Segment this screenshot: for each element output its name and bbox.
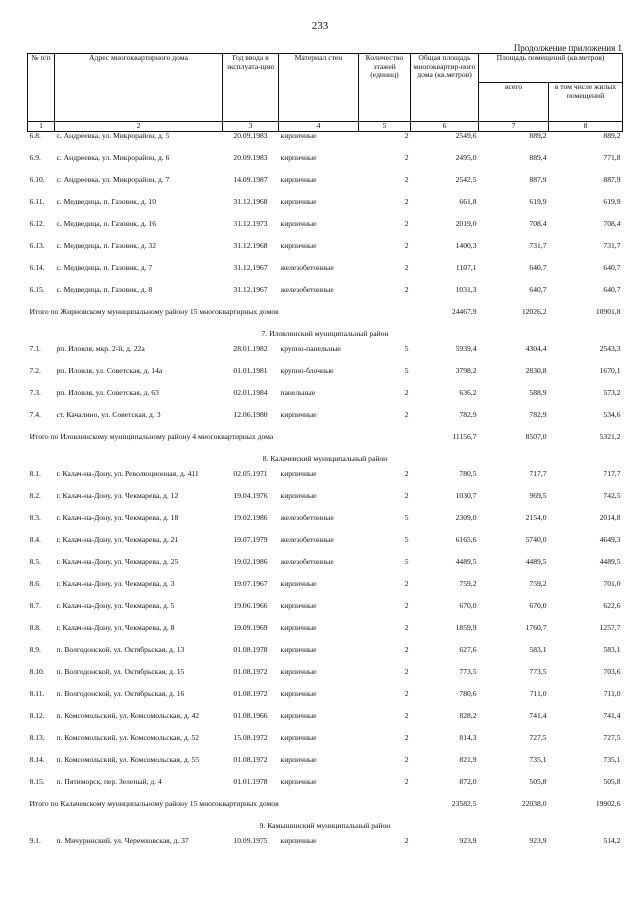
wall-material: крупно-блочные — [280, 366, 334, 375]
wall-material: кирпичные — [280, 131, 317, 140]
residential-area: 583,1 — [603, 645, 621, 654]
premises-area-all: 717,7 — [529, 469, 547, 478]
row-number: 6.9. — [29, 153, 41, 162]
table-row — [28, 154, 623, 176]
total-area: 814,3 — [459, 733, 477, 742]
year-built: 19.09.1969 — [233, 623, 268, 632]
address: с. Андреевка, ул. Микрорайон, д. 7 — [56, 175, 170, 184]
address: п. Комсомольский, ул. Комсомольская, д. 55 — [56, 755, 200, 764]
col-number: 8 — [549, 122, 623, 132]
row-number: 8.14. — [29, 755, 45, 764]
total-area: 1107,1 — [455, 263, 477, 272]
table-row — [28, 646, 623, 668]
premises-area-all: 2154,0 — [525, 513, 547, 522]
total-area: 6165,6 — [455, 535, 477, 544]
floors: 2 — [404, 388, 409, 397]
residential-area: 771,8 — [603, 153, 621, 162]
total-area: 23582,5 — [451, 799, 477, 808]
total-area: 3798,2 — [455, 366, 477, 375]
row-number: 8.3. — [29, 513, 41, 522]
residential-area: 514,2 — [603, 836, 621, 845]
year-built: 19.02.1986 — [233, 557, 268, 566]
floors: 2 — [404, 601, 409, 610]
year-built: 01.01.1981 — [233, 366, 268, 375]
table-row — [28, 286, 623, 308]
wall-material: кирпичные — [280, 689, 317, 698]
table-row — [28, 367, 623, 389]
address: рп. Иловля, ул. Советская, д. 14а — [56, 366, 163, 375]
premises-area-all: 670,0 — [529, 601, 547, 610]
row-number: 7.3. — [29, 388, 41, 397]
residential-area: 640,7 — [603, 285, 621, 294]
total-area: 1031,3 — [455, 285, 477, 294]
total-residential: 5321,2 — [599, 432, 621, 441]
total-area: 872,0 — [459, 777, 477, 786]
header-address: Адрес многоквартирного дома — [55, 54, 223, 122]
header-year: Год ввода в эксплуата-цию — [223, 54, 279, 122]
residential-area: 742,5 — [603, 491, 621, 500]
address: г. Калач-на-Дону, ул. Чекмарева, д. 8 — [56, 623, 175, 632]
total-label: Итого по Жирновскому муниципальному району 15 многоквартирных домов — [29, 307, 279, 316]
total-residential: 19902,6 — [595, 799, 621, 808]
apartment-buildings-table — [27, 53, 623, 859]
table-row — [28, 198, 623, 220]
total-area: 670,0 — [459, 601, 477, 610]
total-area: 627,6 — [459, 645, 477, 654]
residential-area: 708,4 — [603, 219, 621, 228]
total-area: 782,9 — [459, 410, 477, 419]
table-row — [28, 690, 623, 712]
floors: 2 — [404, 410, 409, 419]
floors: 2 — [404, 285, 409, 294]
block-ilovlinsky — [28, 345, 623, 433]
residential-area: 2543,3 — [599, 344, 621, 353]
premises-area-all: 5740,0 — [525, 535, 547, 544]
total-area: 2495,0 — [455, 153, 477, 162]
section-title: 9. Камышинский муниципальный район — [259, 821, 391, 830]
address: г. Калач-на-Дону, ул. Чекмарева, д. 25 — [56, 557, 179, 566]
year-built: 01.08.1978 — [233, 645, 268, 654]
table-row — [28, 602, 623, 624]
year-built: 31.12.1967 — [233, 263, 268, 272]
row-number: 8.8. — [29, 623, 41, 632]
year-built: 19.07.1967 — [233, 579, 268, 588]
residential-area: 1670,1 — [599, 366, 621, 375]
wall-material: кирпичные — [280, 491, 317, 500]
premises-area-all: 735,1 — [529, 755, 547, 764]
wall-material: железобетонные — [280, 557, 334, 566]
year-built: 01.08.1972 — [233, 755, 268, 764]
wall-material: кирпичные — [280, 755, 317, 764]
year-built: 31.12.1973 — [233, 219, 268, 228]
row-number: 6.12. — [29, 219, 45, 228]
total-area: 1030,7 — [455, 491, 477, 500]
address: п. Волгодонской, ул. Октябрьская, д. 13 — [56, 645, 185, 654]
address: п. Волгодонской, ул. Октябрьская, д. 15 — [56, 667, 185, 676]
total-all: 12026,2 — [521, 307, 547, 316]
wall-material: кирпичные — [280, 219, 317, 228]
premises-area-all: 588,9 — [529, 388, 547, 397]
year-built: 19.06.1966 — [233, 601, 268, 610]
address: п. Пятиморск, пер. Зеленый, д. 4 — [56, 777, 162, 786]
year-built: 01.08.1972 — [233, 667, 268, 676]
premises-area-all: 741,4 — [529, 711, 547, 720]
header-all: всего — [479, 83, 549, 122]
row-number: 7.2. — [29, 366, 41, 375]
year-built: 10.09.1975 — [233, 836, 268, 845]
year-built: 12.06.1980 — [233, 410, 268, 419]
residential-area: 573,2 — [603, 388, 621, 397]
address: п. Мичуринский, ул. Черемховская, д. 37 — [56, 836, 189, 845]
header-no: № п/п — [28, 54, 55, 122]
wall-material: кирпичные — [280, 197, 317, 206]
premises-area-all: 2830,8 — [525, 366, 547, 375]
row-number: 8.1. — [29, 469, 41, 478]
total-area: 780,6 — [459, 689, 477, 698]
table-row — [28, 778, 623, 800]
page-number: 233 — [311, 20, 329, 32]
row-number: 8.13. — [29, 733, 45, 742]
residential-area: 2014,8 — [599, 513, 621, 522]
year-built: 02.05.1971 — [233, 469, 268, 478]
total-area: 2309,0 — [455, 513, 477, 522]
total-row-kalachevsky — [28, 800, 623, 822]
block-kamyshinsky — [28, 837, 623, 859]
col-number: 7 — [479, 122, 549, 132]
address: п. Волгодонской, ул. Октябрьская, д. 16 — [56, 689, 185, 698]
premises-area-all: 782,9 — [529, 410, 547, 419]
floors: 2 — [404, 623, 409, 632]
total-area: 2549,6 — [455, 131, 477, 140]
total-area: 11156,7 — [452, 432, 477, 441]
floors: 5 — [404, 535, 409, 544]
wall-material: железобетонные — [280, 535, 334, 544]
row-number: 7.4. — [29, 410, 41, 419]
col-number: 6 — [411, 122, 479, 132]
floors: 2 — [404, 131, 409, 140]
total-area: 759,2 — [459, 579, 477, 588]
premises-area-all: 1760,7 — [525, 623, 547, 632]
year-built: 31.12.1968 — [233, 241, 268, 250]
premises-area-all: 640,7 — [529, 263, 547, 272]
address: г. Калач-на-Дону, ул. Чекмарева, д. 18 — [56, 513, 179, 522]
total-area: 661,8 — [459, 197, 477, 206]
total-all: 8507,0 — [525, 432, 547, 441]
year-built: 20.09.1983 — [233, 131, 268, 140]
wall-material: кирпичные — [280, 241, 317, 250]
residential-area: 1257,7 — [599, 623, 621, 632]
floors: 2 — [404, 711, 409, 720]
wall-material: панельные — [280, 388, 316, 397]
header-floors: Количество этажей (единиц) — [359, 54, 411, 122]
residential-area: 534,6 — [603, 410, 621, 419]
address: рп. Иловля, ул. Советская, д. 63 — [56, 388, 159, 397]
wall-material: кирпичные — [280, 175, 317, 184]
year-built: 19.04.1976 — [233, 491, 268, 500]
premises-area-all: 4489,5 — [525, 557, 547, 566]
header-residential: в том числе жилых помещений — [549, 83, 623, 122]
address: ст. Качалино, ул. Советская, д. 3 — [56, 410, 161, 419]
year-built: 31.12.1967 — [233, 285, 268, 294]
address: г. Калач-на-Дону, ул. Чекмарева, д. 21 — [56, 535, 179, 544]
premises-area-all: 889,2 — [529, 131, 547, 140]
premises-area-all: 773,5 — [529, 667, 547, 676]
floors: 5 — [404, 344, 409, 353]
wall-material: крупно-панельные — [280, 344, 341, 353]
floors: 2 — [404, 219, 409, 228]
wall-material: кирпичные — [280, 153, 317, 162]
table-row — [28, 734, 623, 756]
wall-material: кирпичные — [280, 601, 317, 610]
col-number: 3 — [223, 122, 279, 132]
total-area: 4489,5 — [455, 557, 477, 566]
year-built: 15.08.1972 — [233, 733, 268, 742]
floors: 5 — [404, 557, 409, 566]
total-residential: 10901,8 — [595, 307, 621, 316]
wall-material: кирпичные — [280, 667, 317, 676]
row-number: 7.1. — [29, 344, 41, 353]
year-built: 20.09.1983 — [233, 153, 268, 162]
year-built: 01.08.1966 — [233, 711, 268, 720]
table-row — [28, 345, 623, 367]
total-area: 2542,5 — [455, 175, 477, 184]
row-number: 8.2. — [29, 491, 41, 500]
residential-area: 717,7 — [603, 469, 621, 478]
residential-area: 887,9 — [603, 175, 621, 184]
residential-area: 741,4 — [603, 711, 621, 720]
premises-area-all: 640,7 — [529, 285, 547, 294]
residential-area: 731,7 — [603, 241, 621, 250]
continuation-note: Продолжение приложения 1 — [513, 43, 622, 53]
premises-area-all: 505,8 — [529, 777, 547, 786]
row-number: 8.10. — [29, 667, 45, 676]
residential-area: 4489,5 — [599, 557, 621, 566]
address: с. Медведица, п. Газовик, д. 10 — [56, 197, 156, 206]
residential-area: 889,2 — [603, 131, 621, 140]
total-area: 923,9 — [459, 836, 477, 845]
table-row — [28, 756, 623, 778]
address: п. Комсомольский, ул. Комсомольская, д. 52 — [56, 733, 200, 742]
row-number: 8.7. — [29, 601, 41, 610]
row-number: 6.8. — [29, 131, 41, 140]
total-area: 1859,9 — [455, 623, 477, 632]
total-row-ilovlinsky — [28, 433, 623, 455]
total-area: 1400,3 — [455, 241, 477, 250]
residential-area: 622,6 — [603, 601, 621, 610]
total-area: 5939,4 — [455, 344, 477, 353]
row-number: 8.9. — [29, 645, 41, 654]
floors: 2 — [404, 469, 409, 478]
residential-area: 619,9 — [603, 197, 621, 206]
table-row — [28, 624, 623, 646]
residential-area: 711,0 — [603, 689, 621, 698]
address: с. Медведица, п. Газовик, д. 16 — [56, 219, 156, 228]
total-area: 24467,9 — [451, 307, 477, 316]
total-row-zhirnovsky — [28, 308, 623, 330]
table-row — [28, 514, 623, 536]
premises-area-all: 583,1 — [529, 645, 547, 654]
floors: 2 — [404, 836, 409, 845]
table-row — [28, 132, 623, 155]
address: г. Калач-на-Дону, ул. Чекмарева, д. 5 — [56, 601, 175, 610]
floors: 2 — [404, 755, 409, 764]
wall-material: кирпичные — [280, 777, 317, 786]
premises-area-all: 727,5 — [529, 733, 547, 742]
wall-material: кирпичные — [280, 733, 317, 742]
row-number: 8.11. — [29, 689, 45, 698]
floors: 2 — [404, 263, 409, 272]
floors: 2 — [404, 175, 409, 184]
premises-area-all: 619,9 — [529, 197, 547, 206]
wall-material: кирпичные — [280, 836, 317, 845]
year-built: 28.01.1982 — [233, 344, 268, 353]
floors: 2 — [404, 645, 409, 654]
header-total-area: Общая площадь многоквартир-ного дома (кв.метров) — [411, 54, 479, 122]
wall-material: кирпичные — [280, 410, 317, 419]
row-number: 6.11. — [29, 197, 45, 206]
table-row — [28, 712, 623, 734]
wall-material: кирпичные — [280, 645, 317, 654]
floors: 2 — [404, 777, 409, 786]
address: с. Андреевка, ул. Микрорайон, д. 5 — [56, 131, 170, 140]
floors: 5 — [404, 513, 409, 522]
total-area: 636,2 — [459, 388, 477, 397]
total-label: Итого по Иловлинскому муниципальному району 4 многоквартирных дома — [29, 432, 274, 441]
year-built: 14.09.1987 — [233, 175, 268, 184]
row-number: 6.15. — [29, 285, 45, 294]
block-kalachevsky — [28, 470, 623, 800]
premises-area-all: 4304,4 — [525, 344, 547, 353]
header-material: Материал стен — [279, 54, 359, 122]
wall-material: кирпичные — [280, 579, 317, 588]
address: с. Медведица, п. Газовик, д. 7 — [56, 263, 153, 272]
year-built: 19.07.1979 — [233, 535, 268, 544]
wall-material: кирпичные — [280, 469, 317, 478]
wall-material: железобетонные — [280, 285, 334, 294]
premises-area-all: 923,9 — [529, 836, 547, 845]
floors: 2 — [404, 197, 409, 206]
col-number: 5 — [359, 122, 411, 132]
floors: 2 — [404, 491, 409, 500]
floors: 2 — [404, 153, 409, 162]
total-area: 773,5 — [459, 667, 477, 676]
address: с. Медведица, п. Газовик, д. 8 — [56, 285, 153, 294]
row-number: 8.5. — [29, 557, 41, 566]
wall-material: железобетонные — [280, 513, 334, 522]
wall-material: железобетонные — [280, 263, 334, 272]
premises-area-all: 759,2 — [529, 579, 547, 588]
total-area: 2019,0 — [455, 219, 477, 228]
residential-area: 727,5 — [603, 733, 621, 742]
residential-area: 4649,3 — [599, 535, 621, 544]
premises-area-all: 731,7 — [529, 241, 547, 250]
total-area: 821,9 — [459, 755, 477, 764]
floors: 2 — [404, 667, 409, 676]
address: рп. Иловля, мкр. 2-й, д. 22а — [56, 344, 145, 353]
premises-area-all: 887,9 — [529, 175, 547, 184]
table-row — [28, 668, 623, 690]
row-number: 8.4. — [29, 535, 41, 544]
floors: 2 — [404, 579, 409, 588]
row-number: 6.14. — [29, 263, 45, 272]
table-row — [28, 220, 623, 242]
block-zhirnovsky — [28, 132, 623, 309]
premises-area-all: 711,0 — [529, 689, 547, 698]
table-row — [28, 389, 623, 411]
year-built: 19.02.1986 — [233, 513, 268, 522]
total-area: 828,2 — [459, 711, 477, 720]
year-built: 01.08.1972 — [233, 689, 268, 698]
row-number: 8.12. — [29, 711, 45, 720]
table-row — [28, 558, 623, 580]
address: г. Калач-на-Дону, ул. Революционная, д. 411 — [56, 469, 199, 478]
residential-area: 701,0 — [603, 579, 621, 588]
table-row — [28, 264, 623, 286]
col-number: 1 — [28, 122, 55, 132]
wall-material: кирпичные — [280, 623, 317, 632]
address: с. Медведица, п. Газовик, д. 32 — [56, 241, 156, 250]
premises-area-all: 889,4 — [529, 153, 547, 162]
table-row — [28, 492, 623, 514]
total-all: 22038,0 — [521, 799, 547, 808]
floors: 5 — [404, 366, 409, 375]
row-number: 9.1. — [29, 836, 41, 845]
address: с. Андреевка, ул. Микрорайон, д. 6 — [56, 153, 170, 162]
floors: 2 — [404, 733, 409, 742]
section-title: 7. Иловлинский муниципальный район — [261, 329, 389, 338]
wall-material: кирпичные — [280, 711, 317, 720]
year-built: 01.01.1978 — [233, 777, 268, 786]
residential-area: 735,1 — [603, 755, 621, 764]
table-row — [28, 470, 623, 492]
col-number: 4 — [279, 122, 359, 132]
year-built: 31.12.1968 — [233, 197, 268, 206]
section-title: 8. Калачевский муниципальный район — [262, 454, 388, 463]
header-premises-area: Площадь помещений (кв.метров) — [479, 54, 623, 83]
col-number: 2 — [55, 122, 223, 132]
table-row — [28, 176, 623, 198]
table-row — [28, 411, 623, 433]
floors: 2 — [404, 241, 409, 250]
residential-area: 505,8 — [603, 777, 621, 786]
row-number: 6.13. — [29, 241, 45, 250]
row-number: 8.15. — [29, 777, 45, 786]
row-number: 8.6. — [29, 579, 41, 588]
total-area: 780,5 — [459, 469, 477, 478]
floors: 2 — [404, 689, 409, 698]
address: п. Комсомольский, ул. Комсомольская, д. 42 — [56, 711, 200, 720]
year-built: 02.01.1984 — [233, 388, 268, 397]
total-label: Итого по Калачевскому муниципальному району 15 многоквартирных домов — [29, 799, 279, 808]
table-row — [28, 242, 623, 264]
address: г. Калач-на-Дону, ул. Чекмарева, д. 12 — [56, 491, 179, 500]
premises-area-all: 708,4 — [529, 219, 547, 228]
residential-area: 703,6 — [603, 667, 621, 676]
row-number: 6.10. — [29, 175, 45, 184]
address: г. Калач-на-Дону, ул. Чекмарева, д. 3 — [56, 579, 175, 588]
residential-area: 640,7 — [603, 263, 621, 272]
table-row — [28, 536, 623, 558]
premises-area-all: 969,5 — [529, 491, 547, 500]
table-row — [28, 580, 623, 602]
table-row — [28, 837, 623, 859]
